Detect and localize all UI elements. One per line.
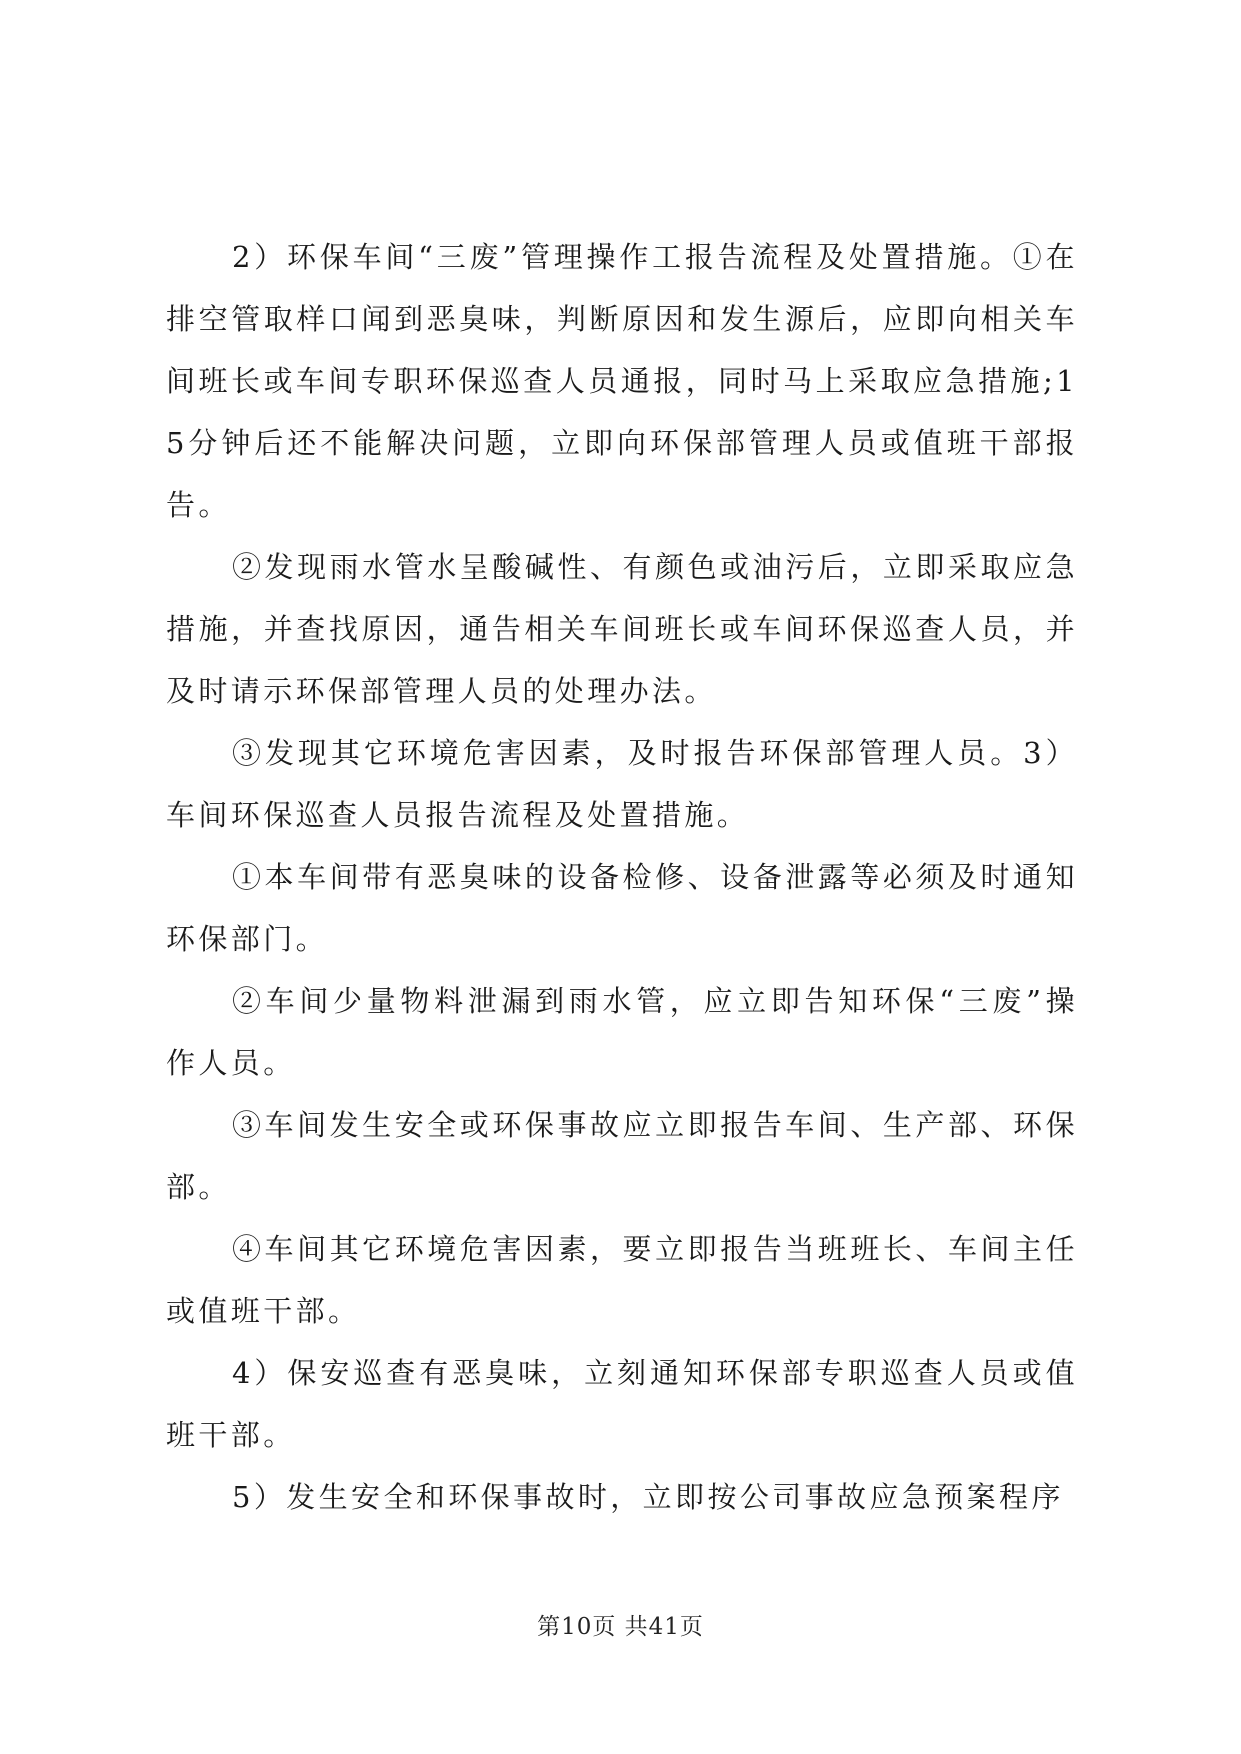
paragraph-9: 5）发生安全和环保事故时，立即按公司事故应急预案程序 [232,1480,1064,1514]
paragraph-1: 2）环保车间“三废”管理操作工报告流程及处置措施。①在排空管取样口闻到恶臭味，判断原因和发生源后，应即向相关车间班长或车间专职环保巡查人员通报，同时马上采取应急措施;15分钟后还不能解决问题，立即向环保部管理人员或值班干部报告。 [166,240,1078,522]
paragraph-4: ①本车间带有恶臭味的设备检修、设备泄露等必须及时通知环保部门。 [166,860,1078,956]
paragraph-7: ④车间其它环境危害因素，要立即报告当班班长、车间主任或值班干部。 [166,1232,1078,1328]
paragraph-6: ③车间发生安全或环保事故应立即报告车间、生产部、环保部。 [166,1108,1078,1204]
paragraph-2: ②发现雨水管水呈酸碱性、有颜色或油污后，立即采取应急措施，并查找原因，通告相关车间班长或车间环保巡查人员，并及时请示环保部管理人员的处理办法。 [166,550,1078,708]
paragraph-3: ③发现其它环境危害因素，及时报告环保部管理人员。3）车间环保巡查人员报告流程及处置措施。 [166,736,1078,832]
paragraph-5: ②车间少量物料泄漏到雨水管，应立即告知环保“三废”操作人员。 [166,984,1078,1080]
paragraph-8: 4）保安巡查有恶臭味，立刻通知环保部专职巡查人员或值班干部。 [166,1356,1078,1452]
page-number-footer: 第10页 共41页 [537,1614,704,1640]
document-body [166,226,1078,1528]
